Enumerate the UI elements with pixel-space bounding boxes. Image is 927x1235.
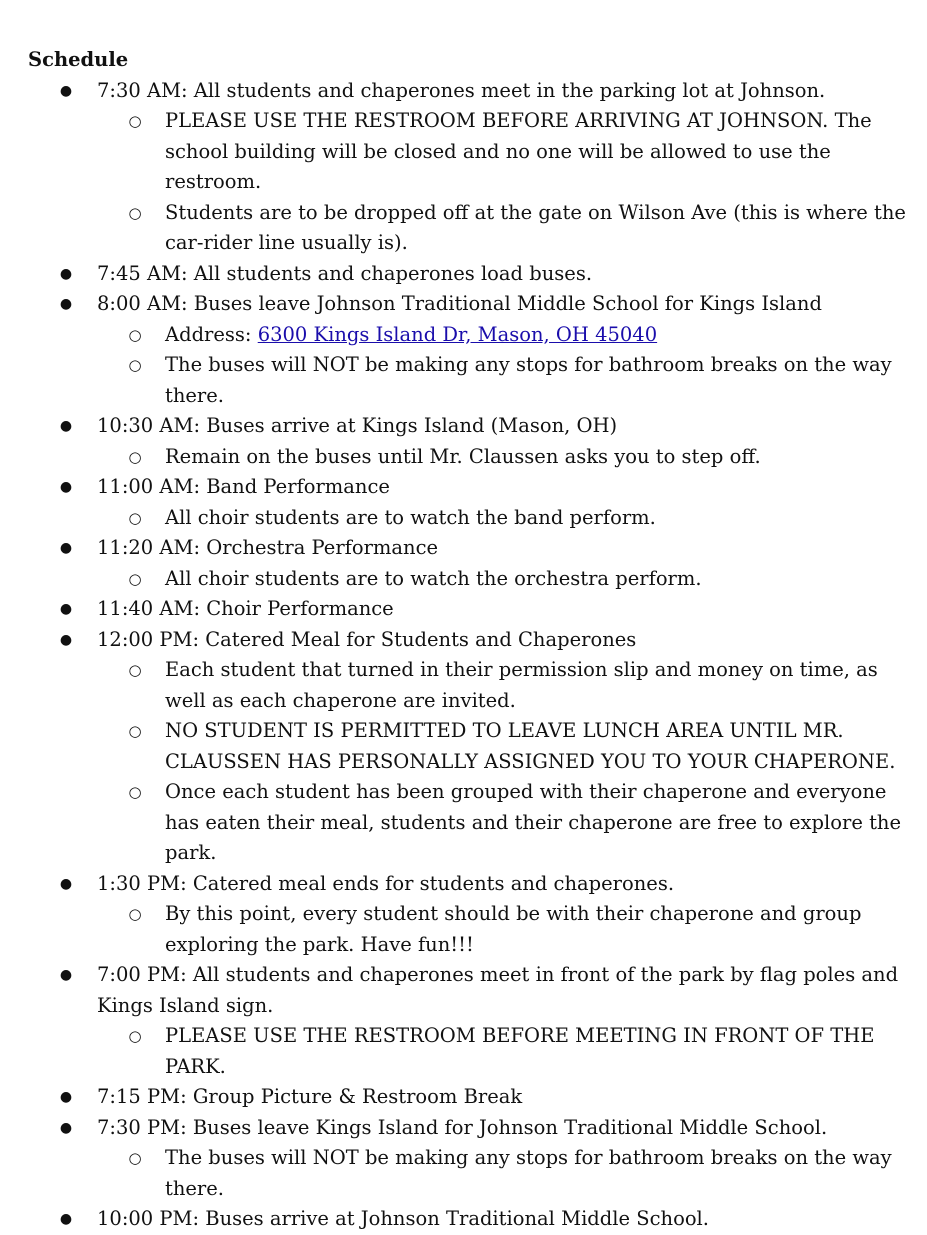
schedule-item (28, 411, 907, 472)
schedule-item-text: 12:00 PM: Catered Meal for Students and Chaperones (97, 627, 637, 651)
schedule-sublist (97, 503, 907, 534)
schedule-subitem-text: Once each student has been grouped with their chaperone and everyone has eaten their meal, students and their chaperone are free to explore the park. (165, 780, 902, 864)
hollow-bullet-icon: ○ (128, 203, 142, 222)
schedule-item-text: 7:30 PM: Buses leave Kings Island for Johnson Traditional Middle School. (97, 1115, 828, 1139)
schedule-item (28, 625, 907, 869)
schedule-item (28, 1204, 907, 1235)
schedule-subitem (97, 899, 907, 960)
bullet-icon: ● (59, 1211, 73, 1227)
schedule-sublist (97, 899, 907, 960)
page-title: Schedule (28, 48, 129, 71)
hollow-bullet-icon: ○ (128, 356, 142, 374)
schedule-item-text: 1:30 PM: Catered meal ends for students and chaperones. (97, 871, 675, 895)
schedule-sublist (97, 655, 907, 869)
schedule-subitem (97, 442, 907, 473)
schedule-subitem (97, 716, 907, 777)
bullet-icon: ● (59, 265, 73, 282)
schedule-sublist (97, 320, 907, 412)
schedule-item (28, 259, 907, 290)
bullet-icon: ● (59, 967, 73, 983)
schedule-subitem (97, 503, 907, 534)
address-link[interactable]: 6300 Kings Island Dr, Mason, OH 45040 (257, 322, 658, 346)
bullet-icon: ● (59, 1119, 73, 1136)
schedule-item (28, 76, 907, 259)
schedule-subitem (97, 106, 907, 198)
bullet-icon: ● (59, 418, 73, 434)
schedule-item-text: 11:20 AM: Orchestra Performance (97, 536, 439, 559)
schedule-subitem-text: Each student that turned in their permission slip and money on time, as well as each chaperone are invited. (165, 658, 878, 712)
schedule-item-text: 10:30 AM: Buses arrive at Kings Island (Mason, OH) (97, 414, 618, 437)
hollow-bullet-icon: ○ (128, 722, 142, 740)
schedule-sublist (97, 1143, 907, 1204)
hollow-bullet-icon: ○ (128, 1027, 142, 1045)
schedule-item (28, 869, 907, 961)
bullet-icon: ● (59, 601, 73, 617)
schedule-sublist (97, 442, 907, 473)
schedule-item-text: 7:45 AM: All students and chaperones load buses. (97, 261, 593, 285)
hollow-bullet-icon: ○ (128, 508, 142, 527)
hollow-bullet-icon: ○ (128, 1149, 142, 1167)
schedule-item (28, 594, 907, 625)
schedule-subitem (97, 564, 907, 595)
schedule-sublist (97, 1021, 907, 1082)
address-label: Address: (165, 322, 258, 346)
bullet-icon: ● (59, 540, 73, 556)
schedule-subitem (97, 1021, 907, 1082)
bullet-icon: ● (59, 479, 73, 495)
schedule-subitem-text: PLEASE USE THE RESTROOM BEFORE ARRIVING AT JOHNSON. The school building will be closed and no one will be allowed to use the restroom. (165, 109, 872, 193)
schedule-subitem (97, 198, 907, 259)
schedule-item (28, 960, 907, 1082)
bullet-icon: ● (59, 631, 73, 648)
schedule-item-text: 11:40 AM: Choir Performance (97, 597, 394, 620)
bullet-icon: ● (59, 82, 73, 99)
schedule-subitem-text: The buses will NOT be making any stops for bathroom breaks on the way there. (165, 353, 892, 407)
schedule-subitem (97, 1143, 907, 1204)
schedule-sublist (97, 564, 907, 595)
schedule-item-text: 7:00 PM: All students and chaperones meet in front of the park by flag poles and Kings Island sign. (97, 963, 899, 1017)
schedule-item (28, 1113, 907, 1205)
schedule-item (28, 289, 907, 411)
schedule-item (28, 1082, 907, 1113)
schedule-sublist (97, 106, 907, 259)
schedule-subitem (97, 350, 907, 411)
schedule-subitem-text: All choir students are to watch the orchestra perform. (165, 566, 702, 590)
schedule-list (28, 76, 907, 1235)
schedule-subitem-text: The buses will NOT be making any stops for bathroom breaks on the way there. (165, 1146, 892, 1200)
schedule-item-text: 10:00 PM: Buses arrive at Johnson Traditional Middle School. (97, 1207, 709, 1230)
schedule-item-text: 7:15 PM: Group Picture & Restroom Break (97, 1085, 523, 1108)
hollow-bullet-icon: ○ (128, 325, 142, 344)
schedule-item (28, 472, 907, 533)
hollow-bullet-icon: ○ (128, 447, 142, 466)
hollow-bullet-icon: ○ (128, 905, 142, 923)
schedule-subitem (97, 777, 907, 869)
schedule-subitem (97, 655, 907, 716)
schedule-subitem-text: PLEASE USE THE RESTROOM BEFORE MEETING IN FRONT OF THE PARK. (165, 1024, 875, 1078)
bullet-icon: ● (59, 875, 73, 892)
schedule-item-text: 11:00 AM: Band Performance (97, 475, 390, 498)
hollow-bullet-icon: ○ (128, 569, 142, 588)
hollow-bullet-icon: ○ (128, 783, 142, 801)
schedule-subitem-text (165, 323, 657, 346)
schedule-subitem-text: All choir students are to watch the band perform. (165, 505, 656, 529)
schedule-subitem-text: By this point, every student should be with their chaperone and group exploring the park. Have fun!!! (165, 902, 862, 956)
schedule-item-text: 8:00 AM: Buses leave Johnson Traditional Middle School for Kings Island (97, 292, 822, 315)
bullet-icon: ● (59, 296, 73, 312)
schedule-item (28, 533, 907, 594)
schedule-subitem (97, 320, 907, 351)
schedule-subitem-text: Remain on the buses until Mr. Claussen asks you to step off. (165, 444, 761, 468)
schedule-subitem-text: NO STUDENT IS PERMITTED TO LEAVE LUNCH AREA UNTIL MR. CLAUSSEN HAS PERSONALLY ASSIGNED YOU TO YOUR CHAPERONE. (165, 719, 896, 773)
bullet-icon: ● (59, 1089, 73, 1105)
schedule-item-text: 7:30 AM: All students and chaperones meet in the parking lot at Johnson. (97, 78, 826, 102)
schedule-subitem-text: Students are to be dropped off at the gate on Wilson Ave (this is where the car-rider line usually is). (165, 200, 906, 254)
hollow-bullet-icon: ○ (128, 112, 142, 130)
hollow-bullet-icon: ○ (128, 661, 142, 679)
